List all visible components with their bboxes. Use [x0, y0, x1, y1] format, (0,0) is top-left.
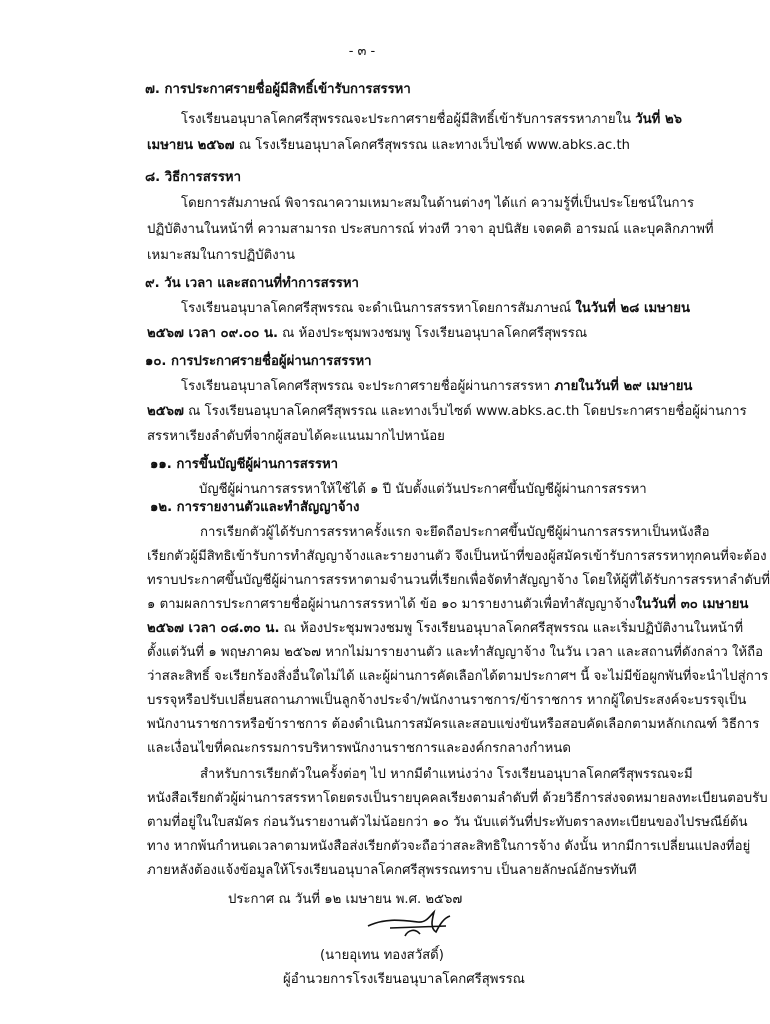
- paragraph-line: [147, 425, 445, 446]
- line-text: ณ ห้องประชุมพวงชมพู โรงเรียนอนุบาลโคกศรีสุพรรณ และเริ่มปฏิบัติงานในหน้าที่: [279, 621, 744, 636]
- line-text: ปฏิบัติงานในหน้าที่ ความสามารถ ประสบการณ์ ท่วงที วาจา อุปนิสัย เจตคติ อารมณ์ และบุคลิกภาพที่: [147, 222, 714, 237]
- announcement-date: ประกาศ ณ วันที่ ๑๒ เมษายน พ.ศ. ๒๕๖๗: [228, 892, 463, 907]
- bold-text: ภายในวันที่ ๒๙ เมษายน: [554, 379, 693, 394]
- section-heading: ๑๒. การรายงานตัวและทำสัญญาจ้าง: [150, 500, 360, 515]
- line-text: โดยการสัมภาษณ์ พิจารณาความเหมาะสมในด้านต่างๆ ได้แก่ ความรู้ที่เป็นประโยชน์ในการ: [181, 196, 695, 211]
- line-text: ๑ ตามผลการประกาศรายชื่อผู้ผ่านการสรรหาได้ ข้อ ๑๐ มารายงานตัวเพื่อทำสัญญาจ้าง: [147, 597, 636, 612]
- line-text: โรงเรียนอนุบาลโคกศรีสุพรรณจะประกาศรายชื่อผู้มีสิทธิ์เข้ารับการสรรหาภายใน: [181, 112, 636, 127]
- paragraph-line: [200, 521, 710, 542]
- paragraph-line: [181, 375, 692, 396]
- paragraph-line: [147, 859, 637, 880]
- bold-text: ๒๕๖๗: [147, 404, 184, 419]
- paragraph-line: [147, 713, 759, 734]
- line-text: เรียกตัวผู้มีสิทธิเข้ารับการทำสัญญาจ้างและรายงานตัว จึงเป็นหน้าที่ของผู้สมัครเข้ารับการสรรหาทุกคนที่จะต้อง: [147, 549, 767, 564]
- bold-text: ๒๕๖๗ เวลา ๐๘.๓๐ น.: [147, 621, 280, 636]
- paragraph-line: [147, 835, 750, 856]
- signer-name: (นายอุเทน ทองสวัสดิ์): [320, 948, 444, 963]
- line-text: พนักงานราชการหรือข้าราชการ ต้องดำเนินการสมัครและสอบแข่งขันหรือสอบคัดเลือกตามหลักเกณฑ์ วิธีการ: [147, 717, 760, 732]
- paragraph-line: [181, 108, 682, 129]
- line-text: สรรหาเรียงลำดับที่จากผู้สอบได้คะแนนมากไปหาน้อย: [147, 429, 445, 444]
- paragraph-line: [147, 569, 770, 590]
- line-text: โรงเรียนอนุบาลโคกศรีสุพรรณ จะประกาศรายชื่อผู้ผ่านการสรรหา: [181, 379, 555, 394]
- section-heading: ๗. การประกาศรายชื่อผู้มีสิทธิ์เข้ารับการสรรหา: [145, 82, 411, 97]
- line-text: โรงเรียนอนุบาลโคกศรีสุพรรณ จะดำเนินการสรรหาโดยการสัมภาษณ์: [181, 301, 576, 316]
- bold-text: ในวันที่ ๓๐ เมษายน: [635, 597, 749, 612]
- line-text: บัญชีผู้ผ่านการสรรหาให้ใช้ได้ ๑ ปี นับตั้งแต่วันประกาศขึ้นบัญชีผู้ผ่านการสรรหา: [199, 482, 647, 497]
- bold-text: วันที่ ๒๖: [635, 112, 683, 127]
- paragraph-line: [147, 545, 767, 566]
- paragraph-line: [147, 218, 714, 239]
- signature-image: [360, 906, 460, 946]
- section-heading: ๘. วิธีการสรรหา: [145, 170, 242, 185]
- section-heading: ๙. วัน เวลา และสถานที่ทำการสรรหา: [145, 276, 359, 291]
- paragraph-line: [147, 665, 768, 686]
- line-text: การเรียกตัวผู้ได้รับการสรรหาครั้งแรก จะยึดถือประกาศขึ้นบัญชีผู้ผ่านการสรรหาเป็นหนังสือ: [200, 525, 710, 540]
- line-text: สำหรับการเรียกตัวในครั้งต่อๆ ไป หากมีตำแหน่งว่าง โรงเรียนอนุบาลโคกศรีสุพรรณจะมี: [200, 767, 693, 782]
- paragraph-line: [147, 641, 763, 662]
- bold-text: ๒๕๖๗ เวลา ๐๙.๐๐ น.: [147, 326, 278, 341]
- paragraph-line: [147, 811, 748, 832]
- bold-text: ในวันที่ ๒๘ เมษายน: [575, 301, 690, 316]
- paragraph-line: [147, 244, 295, 265]
- line-text: และเงื่อนไขที่คณะกรรมการบริหารพนักงานราชการและองค์กรกลางกำหนด: [147, 741, 571, 756]
- line-text: บรรจุหรือปรับเปลี่ยนสถานภาพเป็นลูกจ้างประจำ/พนักงานราชการ/ข้าราชการ หากผู้ใดประสงค์จะบรรจุเป็น: [147, 693, 747, 708]
- line-text: หนังสือเรียกตัวผู้ผ่านการสรรหาโดยตรงเป็นรายบุคคลเรียงตามลำดับที่ ด้วยวิธีการส่งจดหมายลงทะเบียนตอบรับ: [147, 791, 768, 806]
- paragraph-line: [147, 322, 587, 343]
- paragraph-line: [147, 737, 571, 758]
- line-text: ตามที่อยู่ในใบสมัคร ก่อนวันรายงานตัวไม่น้อยกว่า ๑๐ วัน นับแต่วันที่ประทับตราลงทะเบียนของไปรษณีย์ต้น: [147, 815, 748, 830]
- paragraph-line: [147, 617, 743, 638]
- line-text: ณ ห้องประชุมพวงชมพู โรงเรียนอนุบาลโคกศรีสุพรรณ: [277, 326, 588, 341]
- bold-text: เมษายน ๒๕๖๗: [147, 138, 235, 153]
- paragraph-line: [181, 297, 690, 318]
- line-text: ตั้งแต่วันที่ ๑ พฤษภาคม ๒๕๖๗ หากไม่มารายงานตัว และทำสัญญาจ้าง ในวัน เวลา และสถานที่ดังกล่าว ให้ถือ: [147, 645, 764, 660]
- paragraph-line: [200, 763, 693, 784]
- line-text: ทาง หากพ้นกำหนดเวลาตามหนังสือส่งเรียกตัวจะถือว่าสละสิทธิในการจ้าง ดังนั้น หากมีการเปลี่ยนแปลงที่อยู่: [147, 839, 751, 854]
- paragraph-line: [147, 134, 630, 155]
- paragraph-line: [147, 787, 768, 808]
- line-text: เหมาะสมในการปฏิบัติงาน: [147, 248, 296, 263]
- paragraph-line: [147, 400, 747, 421]
- paragraph-line: [147, 593, 748, 614]
- line-text: ภายหลังต้องแจ้งข้อมูลให้โรงเรียนอนุบาลโคกศรีสุพรรณทราบ เป็นลายลักษณ์อักษรทันที: [147, 863, 637, 878]
- section-heading: ๑๑. การขึ้นบัญชีผู้ผ่านการสรรหา: [150, 457, 339, 472]
- line-text: ทราบประกาศขึ้นบัญชีผู้ผ่านการสรรหาตามจำนวนที่เรียกเพื่อจัดทำสัญญาจ้าง โดยให้ผู้ที่ได้รับการสรรหาลำดับที่: [147, 573, 770, 588]
- section-heading: ๑๐. การประกาศรายชื่อผู้ผ่านการสรรหา: [145, 354, 372, 369]
- paragraph-line: [181, 192, 694, 213]
- line-text: ณ โรงเรียนอนุบาลโคกศรีสุพรรณ และทางเว็บไซต์ www.abks.ac.th โดยประกาศรายชื่อผู้ผ่านการ: [183, 404, 747, 419]
- paragraph-line: [147, 689, 746, 710]
- page-number: - ๓ -: [348, 44, 376, 59]
- line-text: ณ โรงเรียนอนุบาลโคกศรีสุพรรณ และทางเว็บไซต์ www.abks.ac.th: [234, 138, 630, 153]
- signer-title: ผู้อำนวยการโรงเรียนอนุบาลโคกศรีสุพรรณ: [283, 972, 525, 987]
- line-text: ว่าสละสิทธิ์ จะเรียกร้องสิ่งอื่นใดไม่ได้ และผู้ผ่านการคัดเลือกได้ตามประกาศฯ นี้ จะไม่มีข้อผูกพันที่จะนำไปสู่การ: [147, 669, 769, 684]
